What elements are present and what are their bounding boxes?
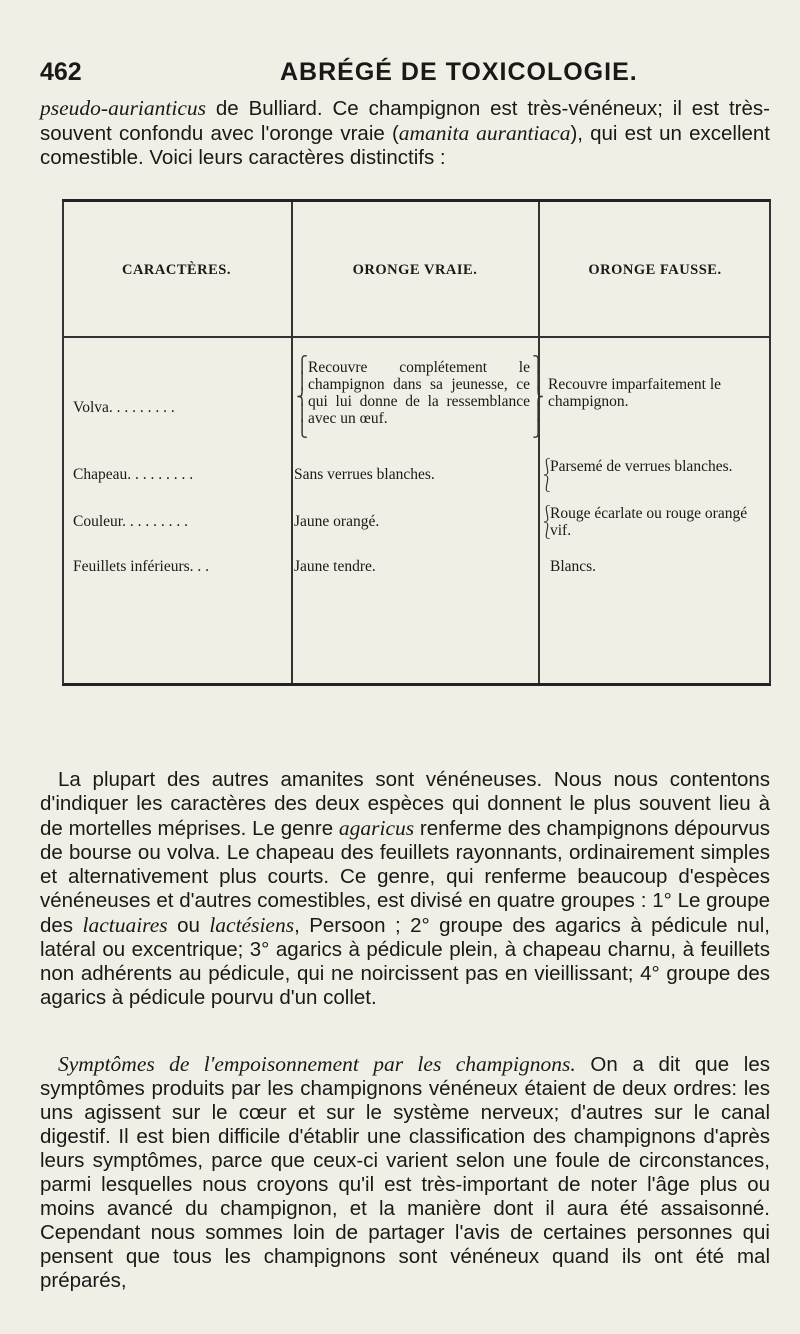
row-label-feuillets: Feuillets inférieurs. . . — [73, 558, 210, 575]
cell-volva-fausse: Recouvre imparfaitement le champignon. — [548, 376, 722, 410]
symptoms-paragraph: Symptômes de l'empoisonnement par les champignons. On a dit que les symptômes produits par les champignons vénéneux étaient de deux ordres: les uns agissent sur le cœur et sur le système nerveux; d'autres sur le canal digestif. Il est bien difficile d'établir une classification des champignons d'après leurs symptômes, parce que ceux-ci varient selon une foule de circonstances, parmi lesquelles nous croyons qu'il est très-important de noter l'âge plus ou moins avancé du champignon, et la manière dont il aura été assaisonné. Cependant nous sommes loin de partager l'avis de certaines personnes qui pensent que tous les champignons sont vénéneux quand ils ont été mal préparés, — [40, 1052, 770, 1292]
cell-couleur-fausse: Rouge écarlate ou rouge orangé vif. — [550, 505, 748, 539]
column-header-oronge-fausse: ORONGE FAUSSE. — [588, 262, 722, 278]
table-header-rule — [62, 336, 771, 338]
cell-feuillets-fausse: Blancs. — [550, 558, 597, 575]
comparison-table — [62, 199, 771, 686]
cell-volva-vraie: Recouvre complétement le champignon dans sa jeunesse, ce qui lui donne de la ressemblance avec un œuf. — [308, 359, 530, 427]
running-header — [40, 58, 770, 98]
row-label-chapeau: Chapeau. . . . . . . . . — [73, 466, 194, 483]
cell-chapeau-fausse: Parsemé de verrues blanches. — [550, 458, 733, 475]
column-header-oronge-vraie: ORONGE VRAIE. — [352, 262, 478, 278]
column-header-caracteres: CARACTÈRES. — [121, 262, 232, 278]
genus-paragraph: La plupart des autres amanites sont vénéneuses. Nous nous contentons d'indiquer les caractères des deux espèces qui donnent le plus souvent lieu à de mortelles méprises. Le genre agaricus renferme des champignons dépourvus de bourse ou volva. Le chapeau des feuillets rayonnants, ordinairement simples et alternativement plus courts. Ce genre, qui renferme beaucoup d'espèces vénéneuses et d'autres comestibles, est divisé en quatre groupes : 1° Le groupe des lactuaires ou lactésiens, Persoon ; 2° groupe des agarics à pédicule nul, latéral ou excentrique; 3° agarics à pédicule plein, à chapeau charnu, à feuillets non adhérents au pédicule, qui ne noircissent pas en vieillissant; 4° groupe des agarics à pédicule pourvu d'un collet. — [40, 768, 770, 1009]
cell-couleur-vraie: Jaune orangé. — [294, 513, 380, 530]
species-name-2: amanita aurantiaca — [398, 121, 571, 145]
species-name: pseudo-aurianticus — [40, 96, 207, 120]
cell-chapeau-vraie: Sans verrues blanches. — [294, 466, 435, 483]
running-title: ABRÉGÉ DE TOXICOLOGIE. — [280, 58, 638, 86]
cell-feuillets-vraie: Jaune tendre. — [294, 558, 376, 575]
brace-fausse: ⎰ ⎱ — [539, 504, 556, 540]
brace-fausse: ⎰ ⎱ — [539, 457, 556, 493]
row-label-couleur: Couleur. . . . . . . . . — [73, 513, 188, 530]
row-label-volva: Volva. . . . . . . . . — [73, 399, 175, 416]
brace-left: ⎧ ⎪ ⎨ ⎪ ⎩ — [296, 355, 308, 438]
brace-right: ⎫ ⎪ ⎬ ⎪ ⎭ — [532, 355, 544, 438]
intro-paragraph: pseudo-aurianticus de Bulliard. Ce champignon est très-vénéneux; il est très-souvent confondu avec l'oronge vraie (amanita aurantiaca), qui est un excellent comestible. Voici leurs caractères distinctifs : — [40, 96, 770, 169]
section-title: Symptômes de l'empoisonnement par les champignons. — [58, 1052, 576, 1076]
page-number: 462 — [40, 58, 82, 86]
